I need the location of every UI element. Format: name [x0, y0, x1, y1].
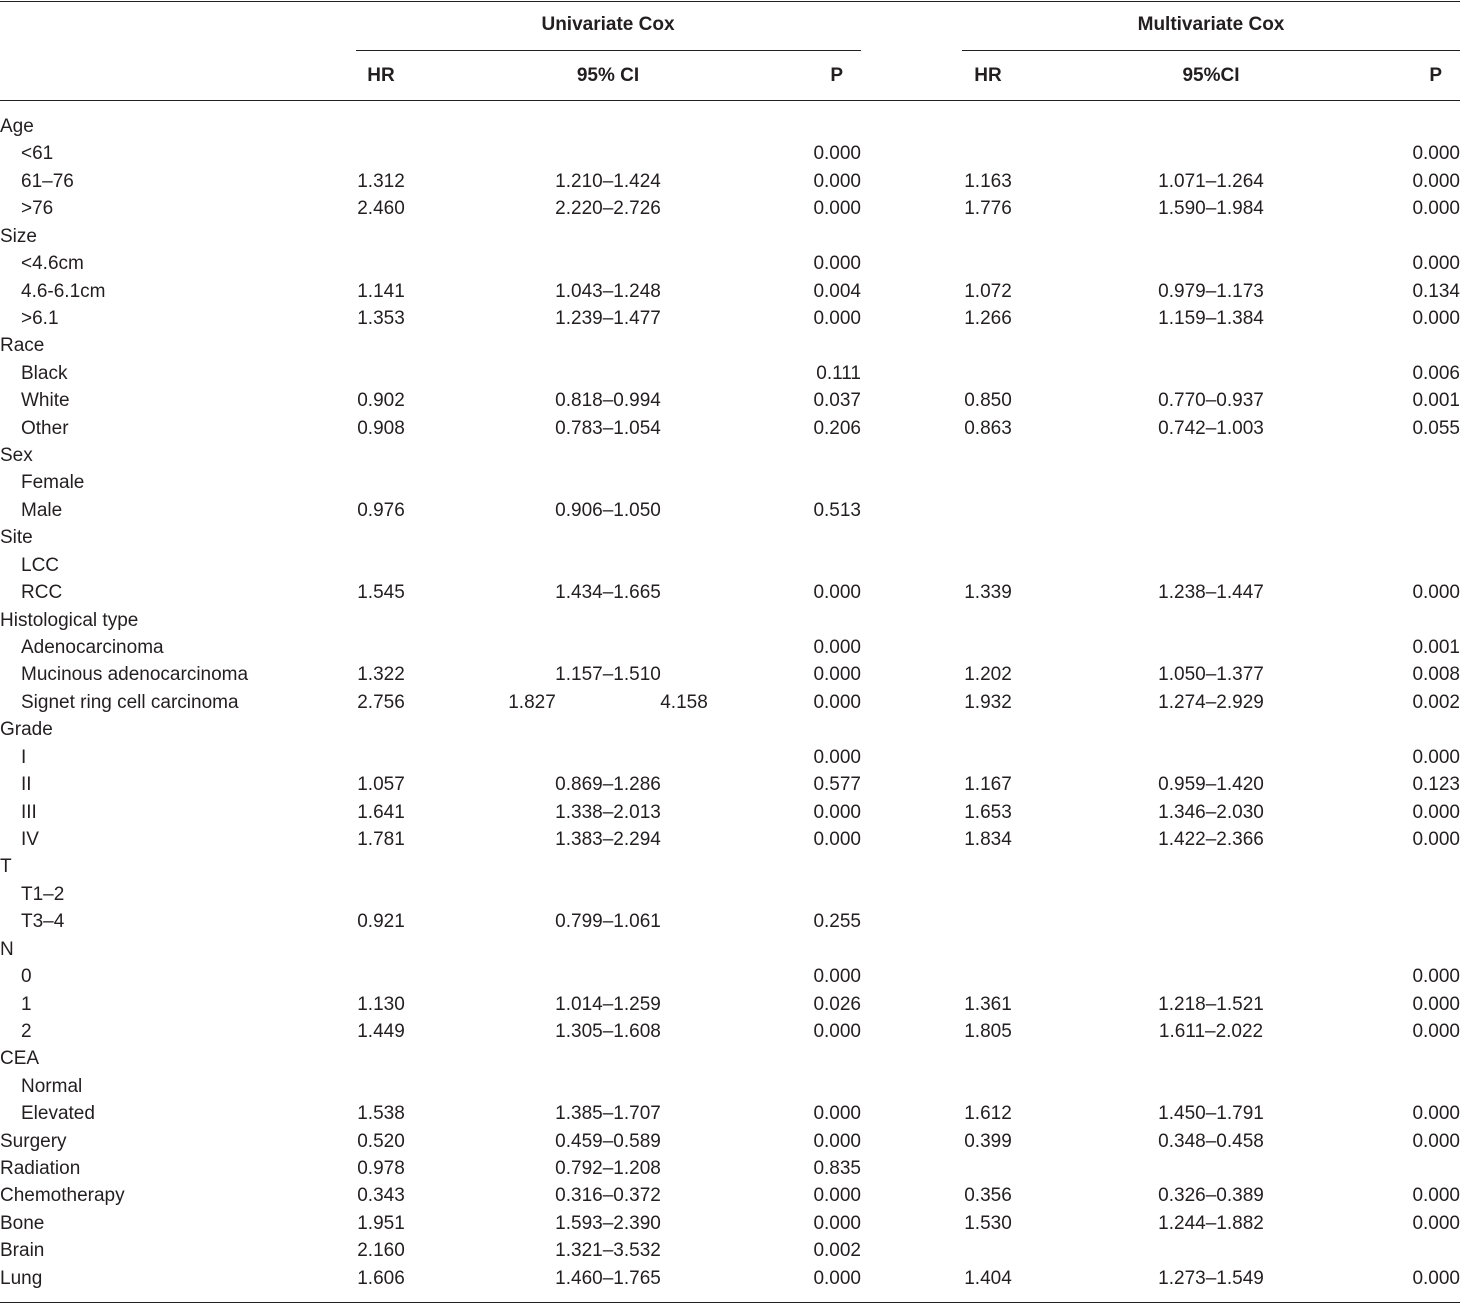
- multivariate-ci-cell: 0.770–0.937: [1158, 390, 1264, 412]
- univariate-p-cell: 0.255: [813, 911, 861, 933]
- univariate-p-cell: 0.513: [813, 499, 861, 521]
- univariate-hr-cell: 1.130: [357, 993, 405, 1015]
- univariate-p-cell: 0.835: [813, 1158, 861, 1180]
- univariate-hr-cell: 1.322: [357, 664, 405, 686]
- row-sublabel: Elevated: [21, 1103, 95, 1125]
- table-row: [0, 1182, 1460, 1209]
- multivariate-ci-cell: 0.979–1.173: [1158, 280, 1264, 302]
- univariate-p-cell: 0.000: [813, 664, 861, 686]
- univariate-cox-header: Univariate Cox: [541, 14, 675, 35]
- univariate-ci-cell: 1.593–2.390: [555, 1212, 661, 1234]
- table-top-rule: [0, 1, 1460, 2]
- univariate-p-cell: 0.000: [813, 253, 861, 275]
- row-sublabel: 61–76: [21, 170, 74, 192]
- table-row: [0, 881, 1460, 908]
- multivariate-cox-header: Multivariate Cox: [1137, 14, 1285, 35]
- multivariate-ci-cell: 1.422–2.366: [1158, 828, 1264, 850]
- univariate-hr-cell: 2.160: [357, 1240, 405, 1262]
- table-row: [0, 1265, 1460, 1292]
- table-row: [0, 936, 1460, 963]
- table-row: [0, 689, 1460, 716]
- univariate-ci-cell: 0.869–1.286: [555, 774, 661, 796]
- table-row: [0, 140, 1460, 167]
- row-label: Radiation: [0, 1158, 81, 1180]
- multivariate-p-cell: 0.000: [1412, 993, 1460, 1015]
- table-row: [0, 524, 1460, 551]
- univariate-ci-cell: 1.321–3.532: [555, 1240, 661, 1262]
- row-label: Chemotherapy: [0, 1185, 125, 1207]
- multivariate-hr-cell: 1.167: [964, 774, 1012, 796]
- multivariate-hr-cell: 1.266: [964, 307, 1012, 329]
- table-row: [0, 1100, 1460, 1127]
- univariate-hr-cell: 1.538: [357, 1103, 405, 1125]
- multivariate-p-cell: 0.134: [1412, 280, 1460, 302]
- row-sublabel: Male: [21, 499, 63, 521]
- table-row: [0, 716, 1460, 743]
- univariate-hr-cell: 0.978: [357, 1158, 405, 1180]
- univariate-hr-cell: 1.141: [357, 280, 405, 302]
- multivariate-ci-cell: 1.159–1.384: [1158, 307, 1264, 329]
- multivariate-hr-cell: 1.530: [964, 1212, 1012, 1234]
- univariate-ci-cell: 0.459–0.589: [555, 1130, 661, 1152]
- univariate-hr-cell: 1.545: [357, 582, 405, 604]
- table-row: [0, 387, 1460, 414]
- univariate-p-cell: 0.000: [813, 691, 861, 713]
- table-row: [0, 963, 1460, 990]
- univariate-ci-cell: 1.385–1.707: [555, 1103, 661, 1125]
- univariate-p-cell: 0.000: [813, 307, 861, 329]
- univariate-ci-cell: 1.210–1.424: [555, 170, 661, 192]
- table-row: [0, 469, 1460, 496]
- table-row: [0, 278, 1460, 305]
- multivariate-p-header: P: [1429, 65, 1442, 86]
- row-label: Sex: [0, 445, 33, 467]
- row-sublabel: Normal: [21, 1075, 83, 1097]
- table-row: [0, 1128, 1460, 1155]
- row-sublabel: 0: [21, 966, 32, 988]
- multivariate-hr-cell: 1.612: [964, 1103, 1012, 1125]
- multivariate-ci-cell: 1.071–1.264: [1158, 170, 1264, 192]
- univariate-p-cell: 0.000: [813, 143, 861, 165]
- multivariate-ci-cell: 1.590–1.984: [1158, 198, 1264, 220]
- univariate-hr-cell: 0.921: [357, 911, 405, 933]
- multivariate-p-cell: 0.008: [1412, 664, 1460, 686]
- univariate-p-cell: 0.000: [813, 746, 861, 768]
- row-sublabel: I: [21, 746, 27, 768]
- univariate-ci-cell: 2.220–2.726: [555, 198, 661, 220]
- row-label: N: [0, 938, 14, 960]
- univariate-ci-cell: 1.239–1.477: [555, 307, 661, 329]
- table-row: [0, 799, 1460, 826]
- row-label: CEA: [0, 1048, 40, 1070]
- multivariate-p-cell: 0.000: [1412, 582, 1460, 604]
- multivariate-ci-cell: 0.959–1.420: [1158, 774, 1264, 796]
- univariate-ci-cell: 0.792–1.208: [555, 1158, 661, 1180]
- table-row: [0, 195, 1460, 222]
- row-sublabel: <4.6cm: [21, 253, 84, 275]
- table-row: [0, 1073, 1460, 1100]
- row-sublabel: LCC: [21, 554, 60, 576]
- row-sublabel: Black: [21, 362, 68, 384]
- univariate-p-cell: 0.002: [813, 1240, 861, 1262]
- table-row: [0, 223, 1460, 250]
- row-label: T: [0, 856, 12, 878]
- table-row: [0, 1045, 1460, 1072]
- univariate-hr-cell: 1.312: [357, 170, 405, 192]
- row-sublabel: Female: [21, 472, 85, 494]
- table-row: [0, 607, 1460, 634]
- row-sublabel: II: [21, 774, 32, 796]
- multivariate-hr-cell: 1.361: [964, 993, 1012, 1015]
- row-label: Bone: [0, 1212, 45, 1234]
- multivariate-hr-cell: 0.399: [964, 1130, 1012, 1152]
- row-sublabel: Signet ring cell carcinoma: [21, 691, 239, 713]
- table-row: [0, 113, 1460, 140]
- row-label: Surgery: [0, 1130, 67, 1152]
- row-sublabel: T3–4: [21, 911, 65, 933]
- multivariate-hr-cell: 1.653: [964, 801, 1012, 823]
- multivariate-ci-cell: 0.326–0.389: [1158, 1185, 1264, 1207]
- table-row: [0, 661, 1460, 688]
- row-label: Grade: [0, 719, 53, 741]
- table-bottom-rule: [0, 1302, 1460, 1303]
- univariate-p-cell: 0.000: [813, 801, 861, 823]
- table-row: [0, 826, 1460, 853]
- row-sublabel: <61: [21, 143, 54, 165]
- multivariate-p-cell: 0.000: [1412, 253, 1460, 275]
- table-row: [0, 634, 1460, 661]
- table-row: [0, 853, 1460, 880]
- multivariate-hr-cell: 0.356: [964, 1185, 1012, 1207]
- univariate-ci-cell: 0.818–0.994: [555, 390, 661, 412]
- univariate-hr-cell: 0.976: [357, 499, 405, 521]
- univariate-p-cell: 0.004: [813, 280, 861, 302]
- row-label: Histological type: [0, 609, 139, 631]
- multivariate-ci-cell: 1.450–1.791: [1158, 1103, 1264, 1125]
- univariate-hr-cell: 0.343: [357, 1185, 405, 1207]
- multivariate-hr-cell: 1.834: [964, 828, 1012, 850]
- multivariate-ci-cell: 1.274–2.929: [1158, 691, 1264, 713]
- row-sublabel: White: [21, 390, 70, 412]
- row-sublabel: >6.1: [21, 307, 59, 329]
- univariate-ci-cell: 1.338–2.013: [555, 801, 661, 823]
- multivariate-hr-cell: 1.805: [964, 1020, 1012, 1042]
- univariate-p-cell: 0.000: [813, 828, 861, 850]
- multivariate-p-cell: 0.000: [1412, 307, 1460, 329]
- table-row: [0, 1210, 1460, 1237]
- row-label: Size: [0, 225, 37, 247]
- univariate-p-cell: 0.577: [813, 774, 861, 796]
- row-sublabel: T1–2: [21, 883, 65, 905]
- univariate-p-cell: 0.000: [813, 637, 861, 659]
- multivariate-p-cell: 0.000: [1412, 143, 1460, 165]
- univariate-p-cell: 0.000: [813, 1212, 861, 1234]
- univariate-hr-header: HR: [367, 65, 395, 86]
- multivariate-p-cell: 0.001: [1412, 390, 1460, 412]
- multivariate-ci-cell: 1.273–1.549: [1158, 1267, 1264, 1289]
- multivariate-hr-cell: 1.932: [964, 691, 1012, 713]
- row-sublabel: 4.6-6.1cm: [21, 280, 106, 302]
- row-sublabel: IV: [21, 828, 39, 850]
- multivariate-ci-cell: 1.611–2.022: [1158, 1020, 1264, 1042]
- univariate-hr-cell: 1.606: [357, 1267, 405, 1289]
- univariate-p-cell: 0.000: [813, 1267, 861, 1289]
- table-row: [0, 497, 1460, 524]
- multivariate-ci-cell: 0.348–0.458: [1158, 1130, 1264, 1152]
- multivariate-group-rule: [962, 50, 1460, 51]
- multivariate-hr-header: HR: [974, 65, 1002, 86]
- row-label: Race: [0, 335, 45, 357]
- univariate-p-cell: 0.111: [816, 362, 861, 384]
- univariate-hr-cell: 1.641: [357, 801, 405, 823]
- table-row: [0, 579, 1460, 606]
- multivariate-p-cell: 0.055: [1412, 417, 1460, 439]
- table-row: [0, 415, 1460, 442]
- univariate-hr-cell: 0.520: [357, 1130, 405, 1152]
- multivariate-p-cell: 0.006: [1412, 362, 1460, 384]
- multivariate-p-cell: 0.000: [1412, 801, 1460, 823]
- multivariate-ci-cell: 1.244–1.882: [1158, 1212, 1264, 1234]
- univariate-p-cell: 0.000: [813, 198, 861, 220]
- row-sublabel: RCC: [21, 582, 63, 604]
- table-row: [0, 360, 1460, 387]
- univariate-ci-cell: 1.157–1.510: [555, 664, 661, 686]
- univariate-ci-cell: 0.316–0.372: [555, 1185, 661, 1207]
- univariate-ci-cell: 1.383–2.294: [555, 828, 661, 850]
- multivariate-p-cell: 0.000: [1412, 1130, 1460, 1152]
- univariate-ci-cell: 1.460–1.765: [555, 1267, 661, 1289]
- multivariate-p-cell: 0.002: [1412, 691, 1460, 713]
- univariate-p-cell: 0.026: [813, 993, 861, 1015]
- univariate-hr-cell: 1.951: [357, 1212, 405, 1234]
- multivariate-hr-cell: 1.776: [964, 198, 1012, 220]
- table-row: [0, 908, 1460, 935]
- row-sublabel: Other: [21, 417, 69, 439]
- multivariate-hr-cell: 1.072: [964, 280, 1012, 302]
- univariate-ci-lower-cell: 1.827: [508, 691, 556, 713]
- univariate-ci-upper-cell: 4.158: [660, 691, 708, 713]
- multivariate-hr-cell: 1.163: [964, 170, 1012, 192]
- univariate-p-cell: 0.000: [813, 1103, 861, 1125]
- univariate-hr-cell: 1.449: [357, 1020, 405, 1042]
- univariate-p-cell: 0.000: [813, 1185, 861, 1207]
- univariate-ci-cell: 0.799–1.061: [555, 911, 661, 933]
- multivariate-hr-cell: 0.863: [964, 417, 1012, 439]
- multivariate-p-cell: 0.000: [1412, 1103, 1460, 1125]
- row-label: Site: [0, 527, 33, 549]
- multivariate-hr-cell: 1.404: [964, 1267, 1012, 1289]
- table-row: [0, 1018, 1460, 1045]
- multivariate-p-cell: 0.000: [1412, 746, 1460, 768]
- univariate-hr-cell: 1.057: [357, 774, 405, 796]
- multivariate-hr-cell: 1.339: [964, 582, 1012, 604]
- multivariate-p-cell: 0.000: [1412, 170, 1460, 192]
- row-label: Lung: [0, 1267, 43, 1289]
- multivariate-ci-cell: 1.346–2.030: [1158, 801, 1264, 823]
- univariate-ci-cell: 1.043–1.248: [555, 280, 661, 302]
- multivariate-p-cell: 0.000: [1412, 1185, 1460, 1207]
- univariate-ci-cell: 1.305–1.608: [555, 1020, 661, 1042]
- table-row: [0, 552, 1460, 579]
- multivariate-ci-header: 95%CI: [1182, 65, 1240, 86]
- multivariate-p-cell: 0.000: [1412, 1212, 1460, 1234]
- multivariate-p-cell: 0.000: [1412, 1267, 1460, 1289]
- table-row: [0, 332, 1460, 359]
- table-row: [0, 442, 1460, 469]
- multivariate-ci-cell: 1.050–1.377: [1158, 664, 1264, 686]
- table-row: [0, 991, 1460, 1018]
- header-bottom-rule: [0, 100, 1460, 101]
- univariate-hr-cell: 0.902: [357, 390, 405, 412]
- univariate-p-header: P: [830, 65, 843, 86]
- table-row: [0, 168, 1460, 195]
- univariate-hr-cell: 2.756: [357, 691, 405, 713]
- table-row: [0, 744, 1460, 771]
- multivariate-ci-cell: 1.218–1.521: [1158, 993, 1264, 1015]
- univariate-p-cell: 0.000: [813, 1020, 861, 1042]
- multivariate-p-cell: 0.000: [1412, 828, 1460, 850]
- row-label: Brain: [0, 1240, 45, 1262]
- multivariate-p-cell: 0.000: [1412, 198, 1460, 220]
- multivariate-ci-cell: 1.238–1.447: [1158, 582, 1264, 604]
- table-row: [0, 1155, 1460, 1182]
- univariate-hr-cell: 1.353: [357, 307, 405, 329]
- multivariate-hr-cell: 0.850: [964, 390, 1012, 412]
- table-row: [0, 305, 1460, 332]
- table-row: [0, 250, 1460, 277]
- multivariate-p-cell: 0.123: [1412, 774, 1460, 796]
- univariate-ci-cell: 0.906–1.050: [555, 499, 661, 521]
- table-row: [0, 771, 1460, 798]
- univariate-hr-cell: 1.781: [357, 828, 405, 850]
- row-sublabel: III: [21, 801, 37, 823]
- row-sublabel: Mucinous adenocarcinoma: [21, 664, 249, 686]
- row-sublabel: >76: [21, 198, 54, 220]
- table-row: [0, 1237, 1460, 1264]
- table-body: [0, 113, 1460, 1292]
- univariate-ci-cell: 0.783–1.054: [555, 417, 661, 439]
- univariate-p-cell: 0.000: [813, 966, 861, 988]
- univariate-p-cell: 0.000: [813, 170, 861, 192]
- univariate-p-cell: 0.000: [813, 1130, 861, 1152]
- univariate-p-cell: 0.206: [813, 417, 861, 439]
- row-sublabel: 2: [21, 1020, 32, 1042]
- univariate-ci-header: 95% CI: [576, 65, 640, 86]
- multivariate-p-cell: 0.001: [1412, 637, 1460, 659]
- univariate-hr-cell: 0.908: [357, 417, 405, 439]
- multivariate-p-cell: 0.000: [1412, 966, 1460, 988]
- univariate-group-rule: [356, 50, 861, 51]
- univariate-p-cell: 0.037: [813, 390, 861, 412]
- row-sublabel: Adenocarcinoma: [21, 637, 164, 659]
- univariate-ci-cell: 1.434–1.665: [555, 582, 661, 604]
- multivariate-ci-cell: 0.742–1.003: [1158, 417, 1264, 439]
- multivariate-p-cell: 0.000: [1412, 1020, 1460, 1042]
- row-sublabel: 1: [21, 993, 32, 1015]
- univariate-hr-cell: 2.460: [357, 198, 405, 220]
- row-label: Age: [0, 116, 34, 137]
- multivariate-hr-cell: 1.202: [964, 664, 1012, 686]
- univariate-ci-cell: 1.014–1.259: [555, 993, 661, 1015]
- univariate-p-cell: 0.000: [813, 582, 861, 604]
